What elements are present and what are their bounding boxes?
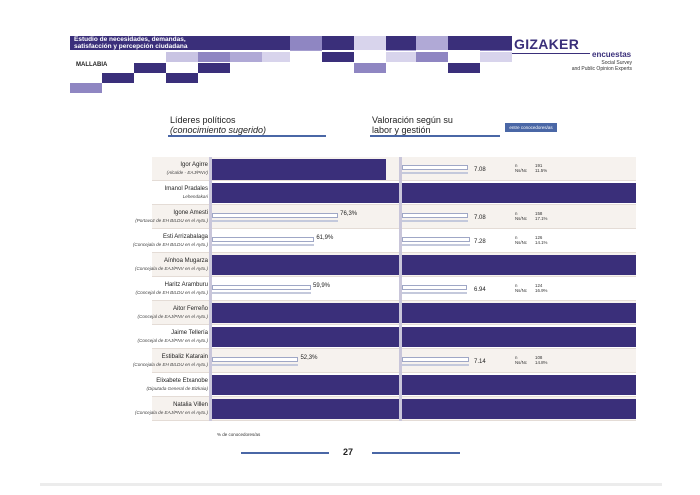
left-section-title: Líderes políticos (conocimiento sugerido) [170,115,267,135]
leader-role: (Concejal de EAJ/PNV en el Ayto.) [137,314,208,319]
knowledge-bar-shadow [212,244,314,246]
page-rule-right [372,452,460,454]
rating-label: 7.08 [474,215,486,221]
knowledge-bar [212,183,636,203]
left-divider [209,157,212,421]
rating-bar-shadow [402,244,470,246]
knowledge-bar-shadow [212,292,311,294]
rating-bar-shadow [402,364,469,366]
leader-label [100,402,208,416]
knowledge-bar [212,375,636,395]
leader-name: Imanol Pradales [164,186,208,192]
nsnc-key: Ns/Nc [515,168,527,173]
leader-name: Aitor Ferreño [172,306,208,312]
leader-label [100,234,208,248]
sample-info [515,355,548,365]
brand-sub: encuestas [592,50,632,59]
sample-info [515,283,548,293]
n-value: 124 [535,283,543,288]
leader-label [100,354,208,368]
rating-bar-shadow [402,172,468,174]
rating-bar [402,285,467,290]
n-key: n [515,355,518,360]
left-section-underline [168,135,326,137]
rating-bar-shadow [402,220,468,222]
nsnc-value: 14.8% [535,360,548,365]
leader-label [100,378,208,392]
footnote: % de conocedores/as [217,432,261,437]
nsnc-value: 16.9% [535,288,548,293]
knowledge-label: 76,3% [340,211,358,217]
leader-label [100,282,208,296]
knowledge-bar [212,237,314,242]
leader-role: Lehendakari [182,194,208,199]
leader-role: (Concejala de EAJ/PNV en el Ayto.) [134,410,208,415]
knowledge-bar [212,159,386,180]
knowledge-bar [212,255,636,275]
n-key: n [515,235,518,240]
nsnc-key: Ns/Nc [515,240,527,245]
knowledge-bar [212,327,636,347]
knowledge-label: 59,9% [313,283,331,289]
knowledge-bar-shadow [212,220,338,222]
brand-tagline: Social Survey and Public Opinion Experts [571,60,632,72]
leader-label [100,258,208,272]
leader-name: Elixabete Etxanobe [156,378,208,384]
leader-name: Natalia Villen [173,402,208,408]
nsnc-key: Ns/Nc [515,360,527,365]
knowledge-bar-shadow [212,364,298,366]
page-number: 27 [343,447,354,457]
header-tile [290,36,322,50]
legend-box: entre conocedores/as [505,123,557,132]
right-divider [399,157,402,421]
knowledge-bar [212,399,636,419]
report-title: Estudio de necesidades, demandas, satisfacción y percepción ciudadana [74,36,188,50]
brand-rule [512,53,590,54]
n-key: n [515,163,518,168]
nsnc-key: Ns/Nc [515,288,527,293]
n-key: n [515,283,518,288]
nsnc-value: 17.1% [535,216,548,221]
leader-label [100,306,208,320]
leader-role: (Concejal de EAJ/PNV en el Ayto.) [137,338,208,343]
row-separator [152,420,636,421]
rating-bar [402,165,468,170]
leader-name: Igor Agirre [180,162,208,168]
knowledge-bar [212,303,636,323]
header-tile [354,36,386,50]
nsnc-key: Ns/Nc [515,216,527,221]
brand-name: GIZAKER [514,36,580,52]
knowledge-label: 52,3% [300,355,318,361]
leader-role: (Concejala de EH BILDU en el Ayto.) [132,242,208,247]
leader-name: Aínhoa Mugarza [163,258,208,264]
leader-name: Esti Arrizabalaga [162,234,208,240]
right-section-title: Valoración según su labor y gestión [372,115,453,135]
knowledge-label: 61,9% [316,235,334,241]
leader-role: (Portavoz de EH BILDU en el Ayto.) [135,218,208,223]
leader-role: (Concejala de EAJ/PNV en el Ayto.) [134,266,208,271]
n-value: 191 [535,163,543,168]
knowledge-bar [212,357,298,362]
sample-info [515,235,548,245]
leader-role: (Diputada General de Bizkaia) [146,386,208,391]
leader-label [100,210,208,224]
rating-bar [402,357,469,362]
sample-info [515,163,548,173]
knowledge-bar [212,285,311,290]
rating-bar [402,237,470,242]
nsnc-value: 14.1% [535,240,548,245]
rating-bar [402,213,468,218]
leader-label [100,330,208,344]
leader-role: (Alcalde - EAJ/PNV) [166,170,208,175]
right-section-underline [370,135,500,137]
rating-bar-shadow [402,292,467,294]
leader-role: (Concejal de EH BILDU en el Ayto.) [135,290,208,295]
leader-name: Haritz Aramburu [164,282,208,288]
leader-name: Igone Amesti [173,210,208,216]
leader-name: Jaime Tellería [171,330,208,336]
leader-label [100,162,208,176]
n-value: 108 [535,355,543,360]
leader-name: Estibaliz Katarain [161,354,208,360]
page-rule-left [241,452,329,454]
town-name: MALLABIA [76,62,108,68]
n-value: 126 [535,235,543,240]
rating-label: 6.94 [474,287,486,293]
sample-info [515,211,548,221]
header-tile [416,36,448,50]
leader-role: (Concejala de EH BILDU en el Ayto.) [132,362,208,367]
rating-label: 7.14 [474,359,486,365]
n-value: 158 [535,211,543,216]
n-key: n [515,211,518,216]
leader-label [100,186,208,200]
nsnc-value: 11.5% [535,168,548,173]
bottom-band [40,483,662,486]
rating-label: 7.08 [474,167,486,173]
knowledge-bar [212,213,338,218]
rating-label: 7.28 [474,239,486,245]
